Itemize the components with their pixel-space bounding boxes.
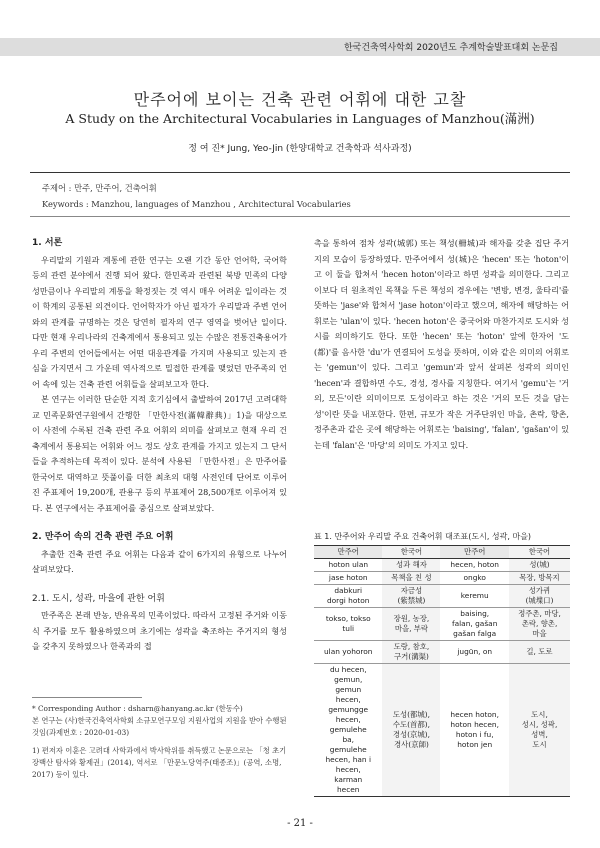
page-number: - 21 - <box>287 818 313 829</box>
table-cell: 정주촌, 마당, 촌락, 향촌, 마을 <box>509 608 570 641</box>
paragraph: 본 연구는 이러한 단순한 지적 호기심에서 출발하여 2017년 고려대학교 민족문화연구원에서 간행한 「만한사전(滿韓辭典)」1)을 대상으로 이 사전에 수록된 건축 관련 주요 어휘의 의미를 살펴보고 현재 우리 건축계에서 통용되는 어휘와 어느 정도 상호 관계를 가지고 있는지 그 단서들을 추적하는데 목적이 있다. 분석에 사용된 「만한사전」은 만주어를 한국어로 대역하고 뜻풀이를 더한 최초의 대형 사전인데 단어로 이루어진 주표제어 19,200개, 관용구 등의 부표제어 28,500개로 이루어져 있다. 본 연구에서는 주표제어를 중심으로 살펴보았다. <box>32 394 287 513</box>
table-row <box>314 559 570 572</box>
footnotes <box>32 703 287 781</box>
table-row <box>314 585 570 608</box>
table-cell: hecen, hoton <box>450 560 499 569</box>
footnote-divider <box>32 697 142 698</box>
paragraph: 촉을 통하여 점차 성곽(城郭) 또는 책성(柵城)과 해자를 갖춘 집단 주거지의 모습이 등장하였다. 만주어에서 성(城)은 'hecen' 또는 'hoton'이고 이 둘을 합쳐서 'hecen hoton'이라고 하면 성곽을 의미한다. 그리고 이보다 더 원초적인 목책을 두른 책성의 경우에는 '변방, 변경, 울타리'를 뜻하는 'jase'와 합쳐서 'jase hoton'이라고 했으며, 해자에 해당하는 어휘로는 'ulan'이 있다. 'hecen hoton'은 중국어와 마찬가지로 도시와 성시를 의미하기도 한다. 또한 'hecen' 또는 'hoton' 앞에 한자어 '도(都)'를 음사한 'du'가 연결되어 도성을 뜻하며, 이와 같은 의미의 어휘로는 'gemun'이 있다. 그리고 'gemun'과 앞서 살펴본 성곽의 의미인 'hecen'과 결합하면 수도, 경성, 경사를 지칭한다. 여기서 'gemu'는 '거의, 모든'이란 의미이므로 도성이라고 하는 것은 '거의 모든 것을 담는 성'이란 뜻을 내포한다. 한편, 규모가 작은 거주단위인 마을, 촌락, 향촌, 정주촌과 같은 곳에 해당하는 어휘로는 'baising', 'falan', 'gašan'이 있는데 'falan'은 '마당'의 의미도 가지고 있다. <box>314 238 569 450</box>
paragraph: 추출한 건축 관련 주요 어휘는 다음과 같이 6가지의 유형으로 나누어 살펴보았다. <box>32 548 287 574</box>
table-row <box>314 664 570 797</box>
table-header-cell: 만주어 <box>440 546 509 559</box>
author-line: 정 여 진* Jung, Yeo-Jin (한양대학교 건축학과 석사과정) <box>188 144 412 154</box>
table-cell: ulan yohoron <box>324 647 373 656</box>
table-row <box>314 572 570 585</box>
table-cell: 성(城) <box>509 559 570 572</box>
table-cell: 목책을 친 성 <box>382 572 440 585</box>
table-cell: keremu <box>460 591 489 600</box>
table-title: 표 1. 만주어와 우리말 주요 건축어휘 대조표(도시, 성곽, 마을) <box>314 532 532 541</box>
vocabulary-table <box>314 545 570 797</box>
keywords-english: Keywords : Manzhou, languages of Manzhou , Architectural Vocabularies <box>42 199 351 209</box>
keywords-korean: 주제어 : 만주, 만주어, 건축어휘 <box>42 183 157 193</box>
table-row <box>314 641 570 664</box>
table-cell: 도랑, 참호, 구거(溝渠) <box>382 641 440 664</box>
paper-title-english: A Study on the Architectural Vocabularies in Languages of Manzhou(滿洲) <box>65 111 535 126</box>
table-block <box>314 531 570 797</box>
table-cell: jase hoton <box>328 573 368 582</box>
divider-keywords <box>30 216 570 217</box>
right-column <box>314 236 569 453</box>
table-cell: dabkuri dorgi hoton <box>326 586 370 605</box>
table-cell: ongko <box>463 573 486 582</box>
table-header-cell: 한국어 <box>382 546 440 559</box>
table-cell: baising, falan, gašan gašan falga <box>452 609 498 638</box>
running-title: 한국건축역사학회 2020년도 추계학술발표대회 논문집 <box>343 43 558 53</box>
section-heading-introduction: 1. 서론 <box>32 238 63 248</box>
footnote-corresponding: * Corresponding Author : dsharn@hanyang.ac.kr (한동수) <box>32 704 243 713</box>
table-header-cell: 한국어 <box>509 546 570 559</box>
left-column <box>32 236 287 655</box>
subsection-heading-2-1: 2.1. 도시, 성곽, 마을에 관한 어휘 <box>32 593 165 604</box>
table-header-row <box>314 546 570 559</box>
table-cell: du hecen, gemun, gemun hecen, gemungge hecen, gemulehe ba, gemulehe hecen, han i hecen, karman hecen <box>325 665 371 794</box>
section-heading-2: 2. 만주어 속의 건축 관련 주요 어휘 <box>32 532 174 542</box>
table-cell: 도시, 성시, 성곽, 성벽, 도시 <box>509 664 570 797</box>
paper-title-korean: 만주어에 보이는 건축 관련 어휘에 대한 고찰 <box>133 90 467 109</box>
table-cell: jugūn, on <box>457 647 493 656</box>
table-cell: 장원, 농장, 마을, 부락 <box>382 608 440 641</box>
footnote-1: 1) 편저자 이훈은 고려대 사학과에서 박사학위를 취득했고 논문으로는 「청 초기 장백산 탐사와 황제권」(2014), 역서로 「만문노당역주(태종조)」(공역, 소명, 2017) 등이 있다. <box>32 746 287 779</box>
table-cell: 길, 도로 <box>509 641 570 664</box>
divider-top <box>30 172 570 173</box>
table-cell: 성과 해자 <box>382 559 440 572</box>
table-header-cell: 만주어 <box>314 546 382 559</box>
paragraph: 만주족은 본래 반농, 반유목의 민족이었다. 따라서 고정된 주거와 이동식 주거를 모두 활용하였으며 초기에는 성곽을 축조하는 주거지의 형성을 갖추지 못하였으나 한족과의 접 <box>32 610 287 651</box>
paragraph: 우리말의 기원과 계통에 관한 연구는 오랜 기간 동안 언어학, 국어학 등의 관련 분야에서 진행 되어 왔다. 한민족과 관련된 북방 민족의 다양성만큼이나 우리말의 계통을 확정짓는 것 역시 매우 어려운 일이라는 것이 학계의 공통된 의견이다. 언어학자가 아닌 필자가 우리말과 주변 언어와의 관계를 규명하는 것은 당연히 필자의 연구 영역을 벗어난 일이다. 다만 현재 우리나라의 건축계에서 통용되고 있는 수많은 전통건축용어가 우리 주변의 언어들에서는 어떤 대응관계를 가지며 사용되고 있는지 관심을 가지면서 그 가운데 역사적으로 밀접한 관계를 맺었던 만주족의 언어 속에 있는 건축 관련 어휘들을 살펴보고자 한다. <box>32 254 287 389</box>
table-cell: 자금성 (紫禁城) <box>382 585 440 608</box>
footnote-funding: 본 연구는 (사)한국건축역사학회 소규모연구모임 지원사업의 지원을 받아 수행된 것임(과제번호 : 2020-01-03) <box>32 716 287 737</box>
table-cell: tokso, tokso tuli <box>325 614 371 633</box>
table-cell: hoton ulan <box>328 560 369 569</box>
table-cell: hecen hoton, hoton hecen, hoton i fu, hoton jen <box>450 710 499 749</box>
table-cell: 성가퀴 (城堞口) <box>509 585 570 608</box>
table-cell: 도성(都城), 수도(首都), 경성(京城), 경사(京師) <box>382 664 440 797</box>
table-cell: 목장, 방목지 <box>509 572 570 585</box>
table-row <box>314 608 570 641</box>
